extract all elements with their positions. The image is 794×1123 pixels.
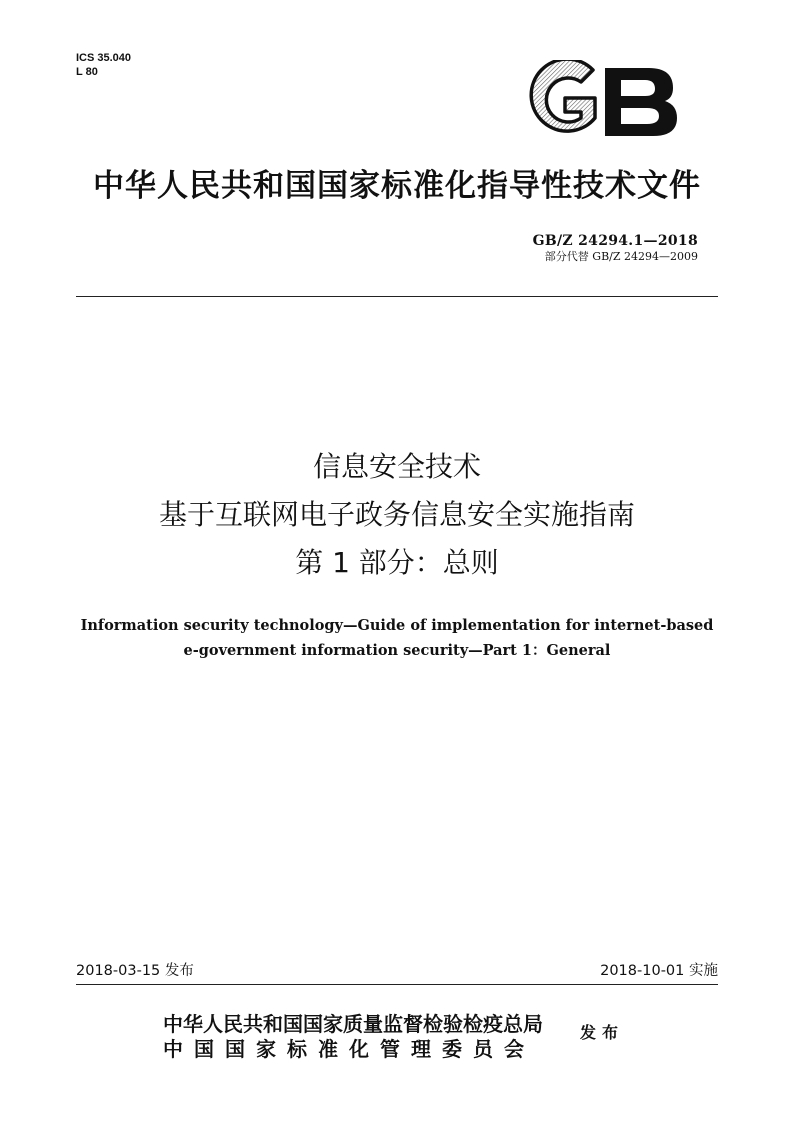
publish-label: 发布 [580,1023,625,1042]
issuer-2: 中国国家标准化管理委员会 [163,1037,535,1061]
gb-logo [519,60,679,142]
ccs-code: L 80 [76,66,98,78]
top-divider [76,296,718,297]
standard-number-block [533,233,698,264]
issue-date: 2018-03-15 发布 [76,963,194,979]
bottom-divider [76,984,718,985]
english-title-line-1: Information security technology—Guide of implementation for internet-based [80,617,714,634]
standard-number: GB/Z 24294.1—2018 [532,233,698,249]
implementation-date: 2018-10-01 实施 [600,963,718,979]
issuer-1: 中华人民共和国国家质量监督检验检疫总局 [163,1012,543,1036]
ics-code: ICS 35.040 [76,52,132,64]
title-line-2: 基于互联网电子政务信息安全实施指南 [158,498,635,531]
title-line-1: 信息安全技术 [312,450,481,483]
english-title-line-2: e-government information security—Part 1：General [183,642,611,659]
document-type-heading: 中华人民共和国国家标准化指导性技术文件 [93,168,701,204]
replaces-note: 部分代替 GB/Z 24294—2009 [544,250,698,263]
classification-codes [76,51,131,79]
title-line-3: 第 1 部分：总则 [295,546,499,579]
